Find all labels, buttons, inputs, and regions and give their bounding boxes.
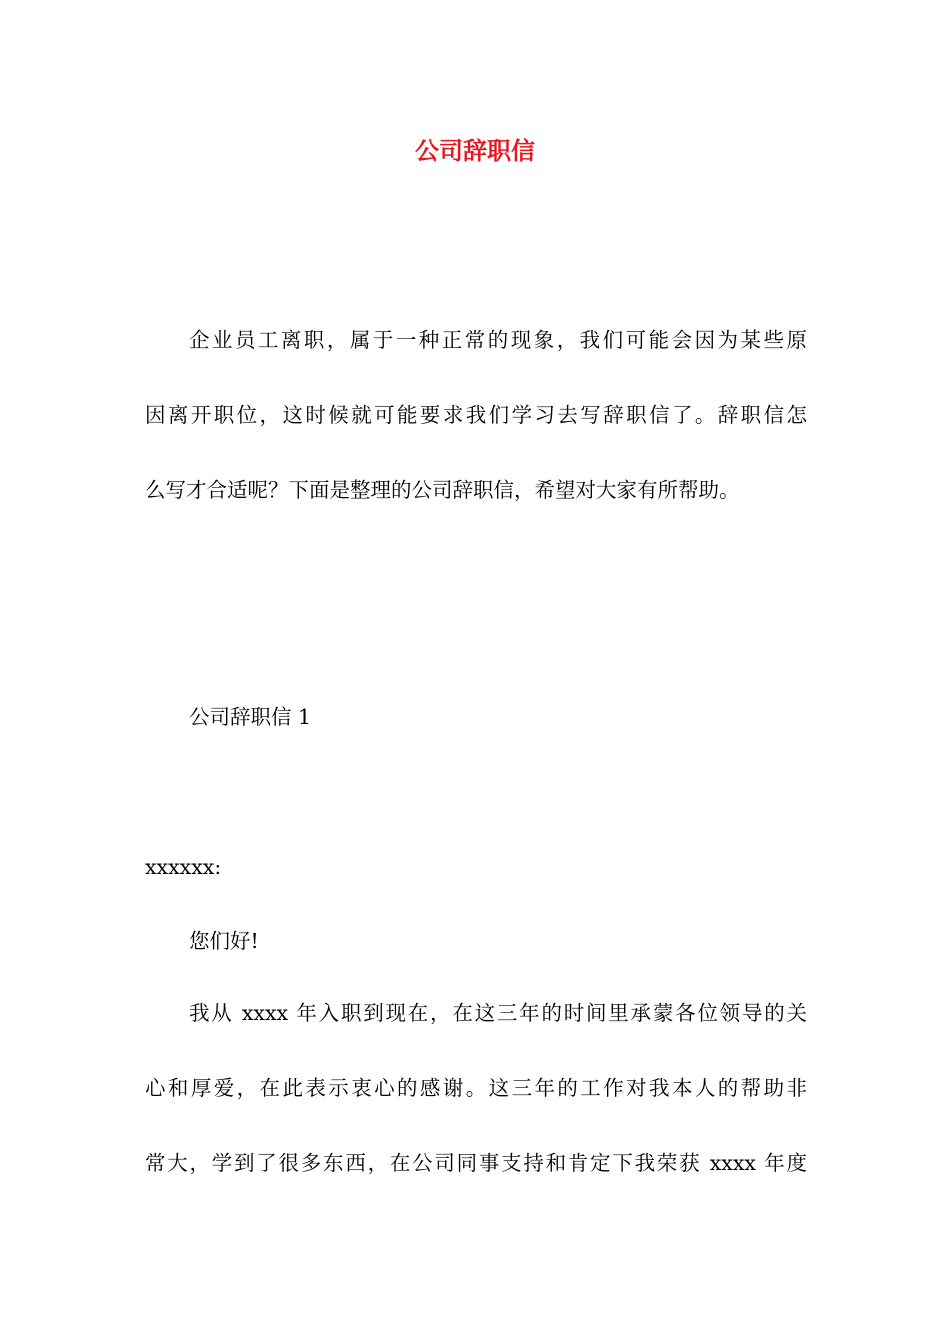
intro-line-3: 么写才合适呢？下面是整理的公司辞职信，希望对大家有所帮助。 — [145, 478, 740, 502]
document-title: 公司辞职信 — [415, 137, 535, 165]
body-line-3: 常大，学到了很多东西，在公司同事支持和肯定下我荣获 xxxx 年度 — [145, 1151, 807, 1175]
intro-line-2: 因离开职位，这时候就可能要求我们学习去写辞职信了。辞职信怎 — [145, 403, 807, 427]
body-line-1: 我从 xxxx 年入职到现在，在这三年的时间里承蒙各位领导的关 — [189, 1001, 807, 1025]
body-line-2: 心和厚爱，在此表示衷心的感谢。这三年的工作对我本人的帮助非 — [145, 1076, 807, 1100]
salutation: xxxxxx: — [145, 855, 222, 879]
greeting: 您们好! — [189, 929, 259, 953]
intro-line-1: 企业员工离职，属于一种正常的现象，我们可能会因为某些原 — [189, 328, 807, 352]
section-heading: 公司辞职信 1 — [189, 705, 312, 729]
